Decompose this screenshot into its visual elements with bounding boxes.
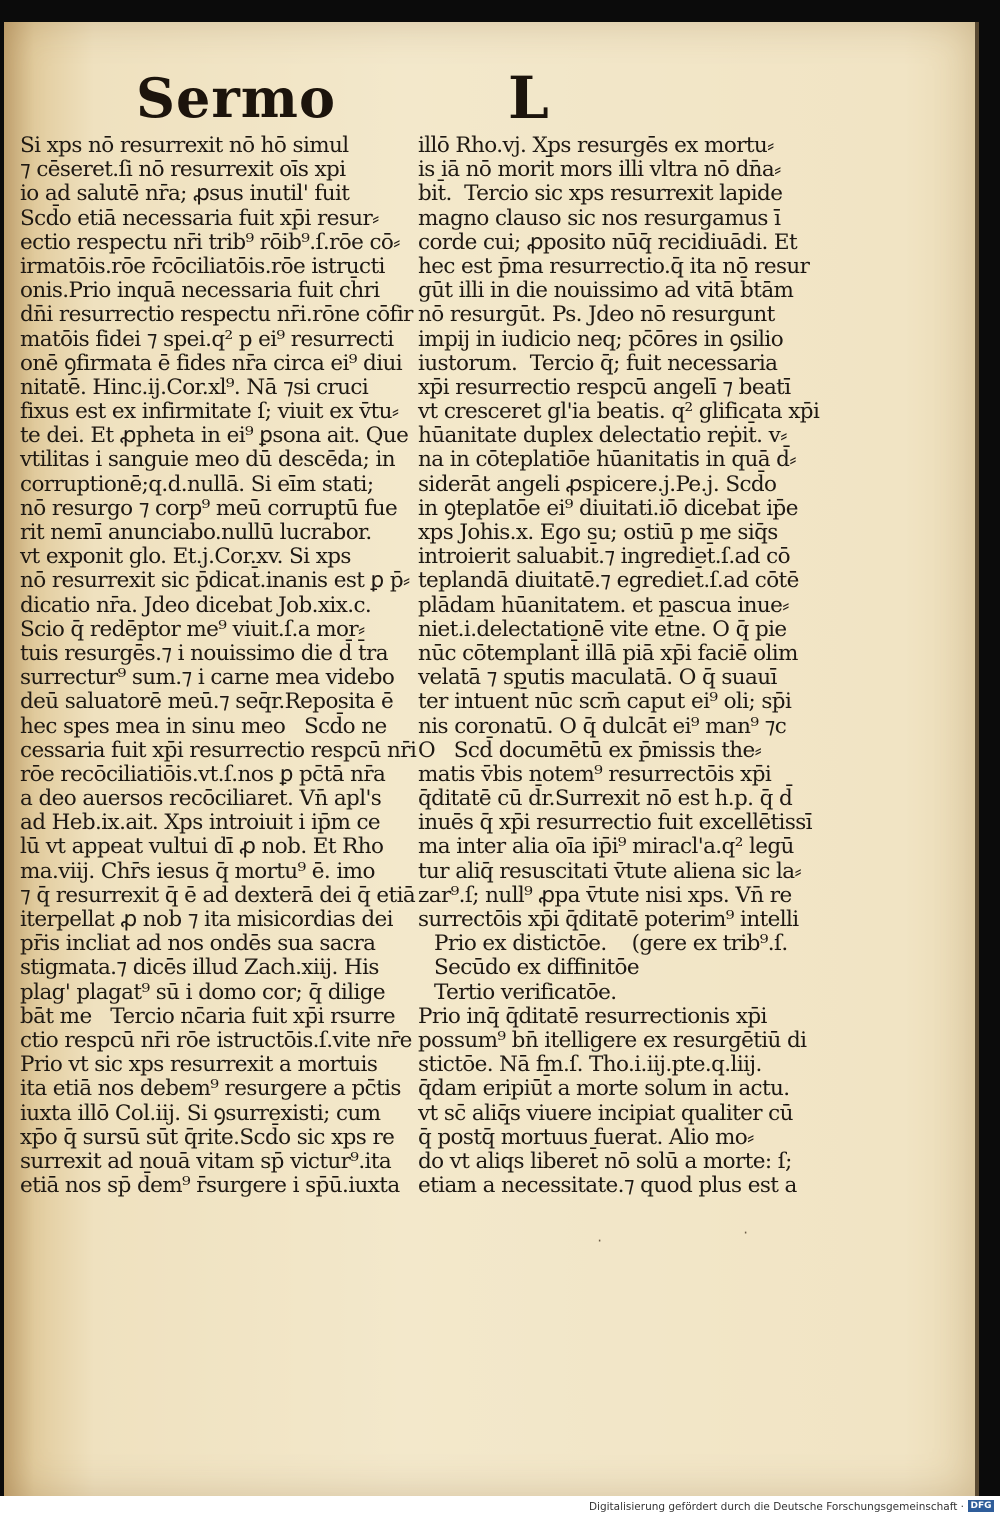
text-line: dn̄i resurrectio respectu nr̄i.rōne cōfir — [20, 302, 413, 328]
text-line: xp̄i resurrectio respcū angelī ⁊ beatī — [418, 374, 791, 400]
text-line: niet.i.delectationē vite et̄ne. O q̄ pie — [418, 616, 787, 642]
text-line: q̄ postq̄ mortuus fuerat. Alio mo⸗ — [418, 1124, 754, 1150]
text-line: in ꝯteplatōe ei⁹ diuitati.iō dicebat ip̄e — [418, 495, 798, 521]
text-line: q̄ditatē cū d̄r.Surrexit nō est h.p. q̄ d̄ — [418, 786, 793, 812]
text-line: ma.viij. Chr̄s iesus q̄ mortu⁹ ē. imo — [20, 858, 375, 884]
text-line: zar⁹.ſ; null⁹ ꝓpa v̄tute nisi xps. Vn̄ re — [418, 882, 792, 908]
text-line: iterpellat ꝓ nob ⁊ ita mi̇sicordias dei — [20, 907, 393, 932]
text-line: do vt aliqs liberet̄ nō solū a morte: ſ; — [418, 1148, 792, 1174]
text-line: io ad salutē nr̄a; ꝓsus inutil' fuit — [20, 181, 350, 207]
text-line: nō resurgo ⁊ corp⁹ meū corruptū fue — [20, 495, 398, 521]
text-line: plag' plagat⁹ sū i domo cor; q̄ dilige — [20, 979, 386, 1005]
page-heading-sermo: Sermo — [136, 66, 336, 130]
text-line: velatā ⁊ sputis maculatā. O q̄ suauī — [418, 665, 777, 691]
text-line: na in cōteplatiōe hūanitatis in quā d̄⸗ — [418, 447, 796, 473]
text-line: etiā nos sp̄ d̄em⁹ r̄surgere i sp̄ū.iuxta — [20, 1173, 400, 1199]
text-line: nō resurrexit sic p̄dicat̄.inanis est ꝑ p̄⸗ — [20, 568, 410, 594]
text-line: ectio respectu nr̄i trib⁹ rōib⁹.ſ.rōe cō⸗ — [20, 229, 400, 255]
page-speck: · — [596, 1234, 604, 1248]
text-line: Prio ex distictōe. (gere ex trib⁹.ſ. — [434, 931, 788, 957]
text-line: onis.Prio inquā necessaria fuit ch̄ri — [20, 278, 380, 304]
text-line: cessaria fuit xp̄i resurrectio respcū nr̄i — [20, 737, 417, 763]
text-line: tuis resurgēs.⁊ i nouissimo die d̄ t̄ra — [20, 640, 388, 666]
text-line: Scio q̄ redēptor me⁹ viuit.ſ.a mor⸗ — [20, 616, 365, 642]
text-line: matōis fidei ⁊ spei.q² p ei⁹ resurrecti — [20, 326, 394, 352]
text-line: vt sc̄ aliq̄s viuere incipiat qualiter cū — [418, 1100, 793, 1126]
text-line: stictōe. Nā fm.ſ. Tho.i.iij.pte.q.liij. — [418, 1052, 762, 1078]
text-line: surrectōis xp̄i q̄ditatē poterim⁹ intelli — [418, 907, 799, 932]
page-heading-number: L — [508, 64, 549, 132]
text-line: corde cui; ꝓposito nūq̄ recidiuādi. Et — [418, 229, 798, 255]
text-line: a deo auersos recōciliaret. Vn̄ apl's — [20, 786, 382, 812]
text-line: hec spes mea in sinu meo Scd̄o ne — [20, 713, 387, 739]
text-line: introierit saluabit̄.⁊ ingrediet̄.ſ.ad cō — [418, 544, 790, 570]
text-column-left — [20, 133, 417, 1199]
text-line: iuxta illō Col.iij. Si ꝯsurrexisti; cum — [20, 1100, 381, 1126]
text-line: O Scd̄ documētū ex p̄missis the⸗ — [418, 737, 762, 763]
text-line: Prio inq̄ q̄ditatē resurrectionis xp̄i — [418, 1003, 767, 1029]
footer-credit: Digitalisierung gefördert durch die Deutsche Forschungsgemeinschaft · — [588, 1501, 964, 1513]
text-line: siderāt angeli ꝓspicere.j.Pe.j. Scd̄o — [418, 471, 777, 497]
text-column-right — [418, 133, 820, 1199]
text-line: plādam hūanitatem. et pascua inue⸗ — [418, 592, 789, 618]
text-line: gūt illi in die nouissimo ad vitā b̄tām — [418, 278, 794, 304]
text-line: ita etiā nos debem⁹ resurgere a pc̄tis — [20, 1076, 401, 1102]
text-line: nūc cōtemplant̄ illā piā xp̄i faciē olim — [418, 640, 798, 666]
text-line: possum⁹ bn̄ itelligere ex resurgētiū di — [418, 1027, 807, 1053]
text-line: Prio vt sic xps resurrexit a mortuis — [20, 1052, 378, 1078]
text-line: ma inter alia oīa ip̄i⁹ miracl'a.q² legū — [418, 834, 794, 860]
text-line: iustorum. Tercio q̄; fuit necessaria — [418, 350, 778, 376]
text-line: ad Heb.ix.ait. Xps introiuit i ip̄m ce — [20, 810, 381, 836]
text-line: ⁊ q̄ resurrexit q̄ ē ad dexterā dei q̄ etiā — [20, 882, 416, 908]
text-line: corruptionē;q.d.nullā. Si eīm stati; — [20, 471, 374, 497]
text-line: teplandā diuitatē.⁊ egrediet̄.ſ.ad cōtē — [418, 568, 799, 594]
text-line: Si xps nō resurrexit nō hō simul — [20, 133, 349, 158]
text-line: pr̄is incliat ad nos ondēs sua sacra — [20, 931, 376, 957]
dfg-logo: DFG — [968, 1500, 994, 1512]
text-line: ⁊ cēseret.ſi nō resurrexit oīs xpi — [20, 157, 346, 183]
text-line: bit̄. Tercio sic xps resurrexit lapide — [418, 181, 783, 207]
text-line: surrexit ad nouā vitam sp̄ victur⁹.ita — [20, 1148, 392, 1174]
text-line: tur aliq̄ resuscitati v̄tute aliena sic la⸗ — [418, 858, 802, 884]
text-line: dicatio nr̄a. Jdeo dicebat Job.xix.c. — [20, 592, 372, 618]
text-line: is iā nō morit̄ mors illi vltra nō dn̄a⸗ — [418, 157, 781, 183]
text-line: nis coronatū. O q̄ dulcāt ei⁹ man⁹ ⁊c — [418, 713, 787, 739]
text-line: ter intuent̄ nūc scm̄ caput ei⁹ oli; sp̄i — [418, 689, 792, 715]
text-line: deū saluatorē meū.⁊ seq̄r.Reposita ē — [20, 689, 394, 715]
text-line: lū vt appeat vultui dī ꝓ nob. Et Rho — [20, 834, 384, 860]
text-line: q̄dam eripiūt̄ a morte solum in actu. — [418, 1076, 790, 1102]
text-line: Secūdo ex diffinitōe — [434, 955, 640, 981]
text-line: rit nemī anunciabo.nullū lucrabor. — [20, 520, 372, 545]
text-line: bāt me Tercio nc̄aria fuit xp̄i rsurre — [20, 1003, 395, 1029]
text-line: rōe recōciliatiōis.vt.ſ.nos ꝑ pc̄tā nr̄a — [20, 761, 386, 787]
text-line: onē ꝯfirmata ē fides nr̄a circa ei⁹ diui — [20, 350, 403, 376]
text-line: stigmata.⁊ dicēs illud Zach.xiij. His — [20, 955, 379, 981]
text-line: magno clauso sic nos resurgamus ī — [418, 205, 781, 231]
text-line: te dei. Et ꝓpheta in ei⁹ ꝑsona ait. Que — [20, 423, 409, 449]
text-line: impij in iudicio neq; pc̄ōres in ꝯsilio — [418, 326, 784, 352]
text-line: fixus est ex infirmitate ſ; viuit ex v̄tu⸗ — [20, 399, 399, 425]
text-line: matis v̄bis notem⁹ resurrectōis xp̄i — [418, 761, 772, 787]
text-line: surrectur⁹ sum.⁊ i carne mea videbo — [20, 665, 395, 691]
text-line: vt cresceret gl'ia beatis. q² glificata xp̄i — [418, 399, 820, 425]
text-line: illō Rho.vj. Xps resurgēs ex mortu⸗ — [418, 133, 774, 158]
text-line: Scd̄o etiā necessaria fuit xp̄i resur⸗ — [20, 205, 379, 231]
text-line: hūanitate duplex delectatio reṗit̄. v⸗ — [418, 423, 787, 449]
text-line: hec est p̄ma resurrectio.q̄ ita nō resur — [418, 253, 810, 279]
page-speck: · — [742, 1226, 750, 1240]
text-line: nō resurgūt. Ps. Jdeo nō resurgunt — [418, 302, 775, 328]
text-line: Tertio verificatōe. — [434, 979, 617, 1005]
text-line: xps Johis.x. Ego su; ostiū p me siq̄s — [418, 520, 778, 545]
text-line: nitatē. Hinc.ij.Cor.xl⁹. Nā ⁊si cruci — [20, 374, 369, 400]
text-line: ctio respcū nr̄i rōe istructōis.ſ.vite nr̄e — [20, 1027, 412, 1053]
text-line: irmatōis.rōe r̄cōciliatōis.rōe istructi — [20, 253, 385, 279]
text-line: vtilitas i sanguie meo dū descēda; in — [20, 447, 395, 473]
text-line: inuēs q̄ xp̄i resurrectio fuit excellētissī — [418, 810, 812, 836]
text-line: vt exponit glo. Et.j.Cor.xv. Si xps — [20, 544, 351, 570]
page-edge — [975, 22, 979, 1496]
text-line: etiam a necessitate.⁊ quod plus est a — [418, 1173, 797, 1199]
text-line: xp̄o q̄ sursū sūt q̄rite.Scd̄o sic xps re — [20, 1124, 395, 1150]
